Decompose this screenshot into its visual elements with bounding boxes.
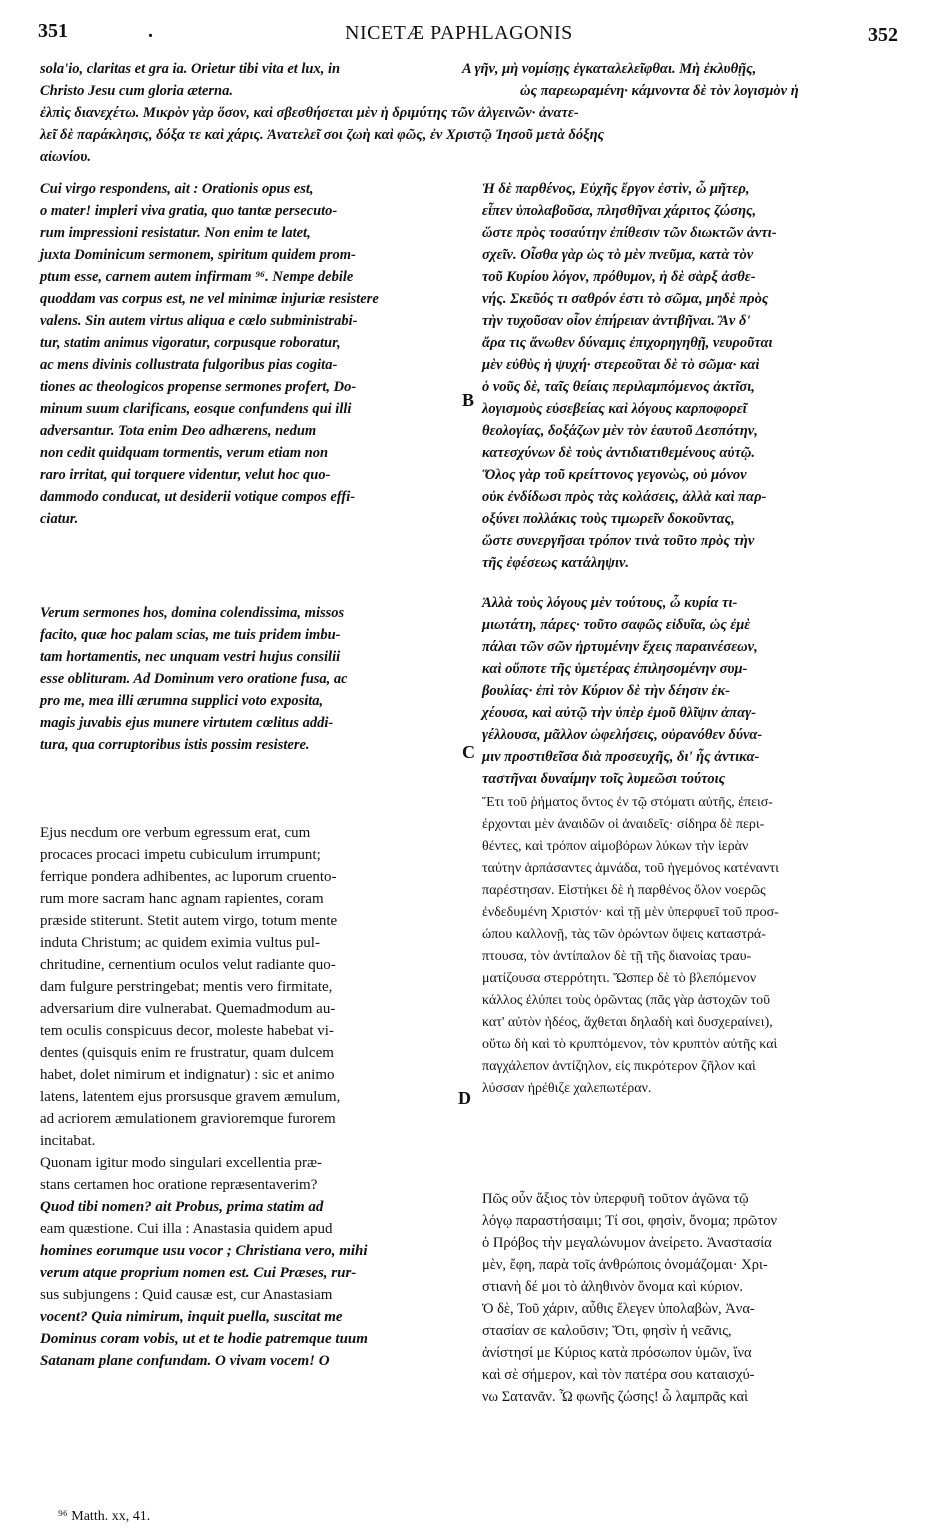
latin-paragraph-1 [40, 178, 458, 530]
text-line: Quonam igitur modo singulari excellentia præ- [40, 1155, 323, 1171]
greek-paragraph-4 [482, 1188, 902, 1408]
text-line: Christo Jesu cum gloria æterna. [40, 83, 233, 99]
text-line: καὶ οὔποτε τῆς ὑμετέρας ἐπιλησομένην συμ- [482, 661, 748, 677]
text-line: non cedit quidquam tormentis, verum etiam non [40, 445, 329, 461]
text-line: κάλλος ἐλύπει τοὺς ὁρῶντας (πᾶς γὰρ ἀστοχῶν τοῦ [482, 993, 771, 1008]
text-line: incitabat. [40, 1133, 96, 1149]
text-line: θεολογίας, δοξάζων μὲν τὸν ἑαυτοῦ Δεσπότην, [482, 423, 758, 439]
text-line: ἀνίστησί με Κύριος κατὰ πρόσωπον ὑμῶν, ἵνα [482, 1345, 752, 1361]
text-line: chritudine, cernentium oculos velut radiante quo- [40, 957, 336, 973]
text-line: χέουσα, καὶ αὐτῷ τὴν ὑπὲρ ἐμοῦ θλῖψιν ἀπαγ- [482, 705, 756, 721]
text-line: ὁ νοῦς δὲ, ταῖς θείαις περιλαμπόμενος ἀκτῖσι, [482, 379, 755, 395]
text-line: adversarium dire vulnerabat. Quemadmodum au- [40, 1001, 336, 1017]
greek-continuation [40, 58, 910, 168]
text-line: ὥστε συνεργῆσαι τρόπον τινὰ τοῦτο πρὸς τὴν [482, 533, 755, 549]
text-line: minum suum clarificans, eosque confundens qui illi [40, 401, 352, 417]
text-line: raro irritat, qui torquere videntur, velut hoc quo- [40, 467, 331, 483]
greek-paragraph-3 [482, 792, 902, 1100]
text-line: οὕτω δὴ καὶ τὸ κρυπτόμενον, τὸν κρυπτὸν αὐτῆς καὶ [482, 1037, 778, 1052]
text-line: λογισμοὺς εὐσεβείας καὶ λόγους καρποφορεῖ [482, 401, 747, 417]
margin-letter-d: D [458, 1088, 471, 1108]
running-header [0, 10, 931, 46]
text-line: homines eorumque usu vocor ; Christiana vero, mihi [40, 1243, 368, 1259]
text-line: Dominus coram vobis, ut et te hodie patremque tuum [40, 1331, 368, 1347]
text-line: facito, quæ hoc palam scias, me tuis pridem imbu- [40, 627, 341, 643]
text-line: ptum esse, carnem autem infirmam ⁹⁶. Nempe debile [40, 269, 354, 285]
page-number-right: 352 [868, 24, 898, 46]
text-line: vocent? Quia nimirum, inquit puella, suscitat me [40, 1309, 343, 1325]
header-separator: . [148, 20, 153, 42]
text-line: induta Christum; ac quidem eximia vultus pul- [40, 935, 320, 951]
running-title: NICETÆ PAPHLAGONIS [345, 22, 573, 44]
text-line: esse oblituram. Ad Dominum vero oratione fusa, ac [40, 671, 348, 687]
text-line: Ὁ δὲ, Τοῦ χάριν, αὖθις ἔλεγεν ὑπολαβὼν, Ἀνα- [482, 1301, 755, 1317]
text-line: καὶ σὲ σήμερον, καὶ τὸν πατέρα σου καταισχύ- [482, 1367, 755, 1383]
text-line: λόγῳ παραστήσαιμι; Τί σοι, φησὶν, ὄνομα; πρῶτον [482, 1213, 778, 1229]
text-line: βουλίας· ἐπὶ τὸν Κύριον δὲ τὴν δέησιν ἐκ- [482, 683, 730, 699]
text-line: ταύτην ἁρπάσαντες ἀμνάδα, τοῦ ἡγεμόνος κατέναντι [482, 861, 779, 876]
text-line: στασίαν σε καλοῦσιν; Ὅτι, φησὶν ἡ νεᾶνις, [482, 1323, 732, 1339]
text-line: Ὅλος γὰρ τοῦ κρείττονος γεγονὼς, οὐ μόνον [482, 467, 747, 483]
text-line: ciatur. [40, 511, 79, 527]
text-line: eam quæstione. Cui illa : Anastasia quidem apud [40, 1221, 333, 1237]
margin-letter-c: C [462, 742, 475, 762]
text-line: rum impressioni resistatur. Non enim te latet, [40, 225, 311, 241]
text-line: ferrique pondera adhibentes, ac luporum cruento- [40, 869, 337, 885]
text-line: παγχάλεπον ἀντίζηλον, εἰς πικρότερον ζῆλον καὶ [482, 1059, 756, 1074]
text-line: Ἡ δὲ παρθένος, Εὐχῆς ἔργον ἐστὶν, ὦ μῆτερ, [482, 181, 750, 197]
text-line: Πῶς οὖν ἄξιος τὸν ὑπερφυῆ τοῦτον ἀγῶνα τῷ [482, 1191, 749, 1207]
text-line: quoddam vas corpus est, ne vel minimæ injuriæ resistere [40, 291, 379, 307]
text-line: πάλαι τῶν σῶν ἠρτυμένην ἔχεις παραινέσεων, [482, 639, 758, 655]
text-line: τῆς ἐφέσεως κατάληψιν. [482, 555, 630, 571]
text-line: latens, latentem ejus prorsusque gravem æmulum, [40, 1089, 341, 1105]
text-line: juxta Dominicum sermonem, spiritum quidem prom- [40, 247, 356, 263]
text-line: γέλλουσα, μᾶλλον ὠφελήσεις, οὐρανόθεν δύνα- [482, 727, 763, 743]
text-line: stans certamen hoc oratione repræsentaverim? [40, 1177, 318, 1193]
greek-paragraph-1 [482, 178, 902, 574]
text-line: κατεσχύνων δὲ τοὺς ἀντιδιατιθεμένους αὐτῷ. [482, 445, 756, 461]
text-line: Quod tibi nomen? ait Probus, prima statim ad [40, 1199, 324, 1215]
text-line: πτουσα, τὸν ἀντίπαλον δὲ τῇ τῆς διανοίας τραυ- [482, 949, 752, 964]
text-line: dammodo conducat, ut desiderii votique compos effi- [40, 489, 356, 505]
text-line: rum more sacram hanc agnam rapientes, coram [40, 891, 324, 907]
text-line: magis juvabis ejus munere virtutem cœlitus addi- [40, 715, 334, 731]
text-line: αἰωνίου. [40, 149, 91, 165]
text-line: σχεῖν. Οἶσθα γὰρ ὡς τὸ μὲν πνεῦμα, κατὰ τὸν [482, 247, 754, 263]
text-line: Ἔτι τοῦ ῥήματος ὄντος ἐν τῷ στόματι αὐτῆς, ἐπεισ- [482, 795, 773, 810]
text-line: Cui virgo respondens, ait : Orationis opus est, [40, 181, 314, 197]
text-line: λύσσαν ἠρέθιζε χαλεπωτέραν. [482, 1081, 652, 1096]
text-line: ἐνδεδυμένη Χριστόν· καὶ τῇ μὲν ὑπερφυεῖ τοῦ προσ- [482, 905, 779, 920]
text-line: ὥστε πρὸς τοσαύτην ἐπίθεσιν τῶν διωκτῶν ἀντι- [482, 225, 777, 241]
text-line: adversantur. Tota enim Deo adhærens, nedum [40, 423, 317, 439]
text-line: sus subjungens : Quid causæ est, cur Anastasiam [40, 1287, 333, 1303]
text-line: νω Σατανᾶν. Ὦ φωνῆς ζώσης! ὦ λαμπρᾶς καὶ [482, 1389, 749, 1405]
page-number-left: 351 [38, 20, 68, 42]
latin-paragraph-2 [40, 602, 458, 756]
text-line: μιωτάτη, πάρες· τοῦτο σαφῶς εἰδυῖα, ὡς ἐμὲ [482, 617, 751, 633]
text-line: dam fulgure perstringebat; mentis vero firmitate, [40, 979, 333, 995]
text-line: tem oculis conspicuus decor, moleste habebat vi- [40, 1023, 334, 1039]
text-line: ὁ Πρόβος τὴν μεγαλώνυμον ἀνείρετο. Ἀναστασία [482, 1235, 772, 1251]
text-line: valens. Sin autem virtus aliqua e cœlo subministrabi- [40, 313, 358, 329]
text-line: μὲν εὐθὺς ἡ ψυχή· στερεοῦται δὲ τὸ σῶμα· καὶ [482, 357, 760, 373]
text-line: Verum sermones hos, domina colendissima, missos [40, 605, 345, 621]
text-line: κατ' αὐτὸν ἡδέος, ἄχθεται δηλαδὴ καὶ δυσχεραίνει), [482, 1015, 773, 1030]
text-line: έρχονται μὲν ἀναιδῶν οἱ ἀναιδεῖς· σίδηρα δὲ περι- [482, 817, 765, 832]
text-line: verum atque proprium nomen est. Cui Præses, rur- [40, 1265, 357, 1281]
text-line: νής. Σκεῦός τι σαθρόν ἐστι τὸ σῶμα, μηδὲ πρὸς [482, 291, 769, 307]
text-line: tura, qua corruptoribus istis possim resistere. [40, 737, 310, 753]
text-line: ad acriorem æmulationem gravioremque furorem [40, 1111, 336, 1127]
text-line: ὡς παρεωραμένη· κάμνοντα δὲ τὸν λογισμὸν ἡ [520, 83, 799, 99]
text-line: tur, statim animus vigoratur, corpusque roboratur, [40, 335, 341, 351]
text-line: ac mens divinis collustrata fulgoribus pias cogita- [40, 357, 338, 373]
text-line: tiones ac theologicos propense sermones profert, Do- [40, 379, 357, 395]
text-line: ταστῆναι δυναίμην τοῖς λυμεῶσι τούτοις [482, 771, 726, 787]
text-line: ώπου καλλονῇ, τὰς τῶν ὁρώντων ὄψεις καταστρά- [482, 927, 766, 942]
text-line: λεῖ δὲ παράκλησις, δόξα τε καὶ χάρις. Ἀνατελεῖ σοι ζωὴ καὶ φῶς, ἐν Χριστῷ Ἰησοῦ μετὰ δόξης [40, 127, 605, 143]
text-line: εἶπεν ὑπολαβοῦσα, πλησθῆναι χάριτος ζώσης, [482, 203, 757, 219]
text-line: sola'io, claritas et gra ia. Orietur tibi vita et lux, in [40, 61, 341, 77]
text-line: τοῦ Κυρίου λόγον, πρόθυμον, ἡ δὲ σὰρξ ἀσθε- [482, 269, 756, 285]
text-line: τὴν τυχοῦσαν οἷον ἐπήρειαν ἀντιβῆναι. Ἂν δ' [482, 313, 751, 329]
margin-letter-b: B [462, 390, 475, 410]
text-line: tam hortamentis, nec unquam vestri hujus consilii [40, 649, 341, 665]
text-line: Satanam plane confundam. O vivam vocem! O [40, 1353, 330, 1369]
text-line: στιανὴ δέ μοι τὸ ἀληθινὸν ὄνομα καὶ κύριον. [482, 1279, 744, 1295]
text-line: habet, dolet nimirum et indignatur) : sic et animo [40, 1067, 335, 1083]
text-line: Ejus necdum ore verbum egressum erat, cum [40, 825, 311, 841]
text-line: o mater! impleri viva gratia, quo tantæ persecuto- [40, 203, 338, 219]
text-line: μιν προστιθεῖσα διὰ προσευχῆς, δι' ἧς ἀντικα- [482, 749, 760, 765]
latin-paragraph-4 [40, 1152, 458, 1372]
text-line: μὲν, ἔφη, παρὰ τοῖς ἀνθρώποις ὀνομάζομαι· Χρι- [482, 1257, 768, 1273]
text-line: ἄρα τις ἄνωθεν δύναμις ἐπιχορηγηθῇ, νευροῦται [482, 335, 773, 351]
text-line: οὐκ ἐνδίδωσι πρὸς τὰς κολάσεις, ἀλλὰ καὶ παρ- [482, 489, 767, 505]
text-line: ἐλπὶς διανεχέτω. Μικρὸν γὰρ ὅσον, καὶ σβεσθήσεται μὲν ἡ δριμύτης τῶν ἀλγεινῶν· ἀνατε- [40, 105, 579, 121]
footnote: ⁹⁶ Matth. xx, 41. [58, 1509, 151, 1524]
latin-paragraph-3 [40, 822, 458, 1152]
text-line: A γῆν, μὴ νομίσῃς ἐγκαταλελεῖφθαι. Μὴ ἐκλυθῇς, [462, 61, 757, 77]
text-line: procaces procaci impetu cubiculum irrumpunt; [40, 847, 321, 863]
text-line: ματίζουσα στερρότητι. Ὥσπερ δὲ τὸ βλεπόμενον [482, 971, 757, 986]
greek-paragraph-2 [482, 592, 902, 790]
text-line: pro me, mea illi ærumna supplici voto exposita, [40, 693, 324, 709]
text-line: παρέστησαν. Εἱστήκει δὲ ἡ παρθένος ὅλον νοερῶς [482, 883, 766, 898]
text-line: dentes (quisquis enim re frustratur, quam dulcem [40, 1045, 334, 1061]
text-line: οξύνει πολλάκις τοὺς τιμωρεῖν δοκοῦντας, [482, 511, 735, 527]
text-line: θέντες, καὶ τρόπον αἱμοβόρων λύκων τὴν ἱερὰν [482, 839, 749, 854]
text-line: præside stiterunt. Stetit autem virgo, totum mente [40, 913, 338, 929]
text-line: Ἀλλὰ τοὺς λόγους μὲν τούτους, ὦ κυρία τι- [482, 595, 738, 611]
